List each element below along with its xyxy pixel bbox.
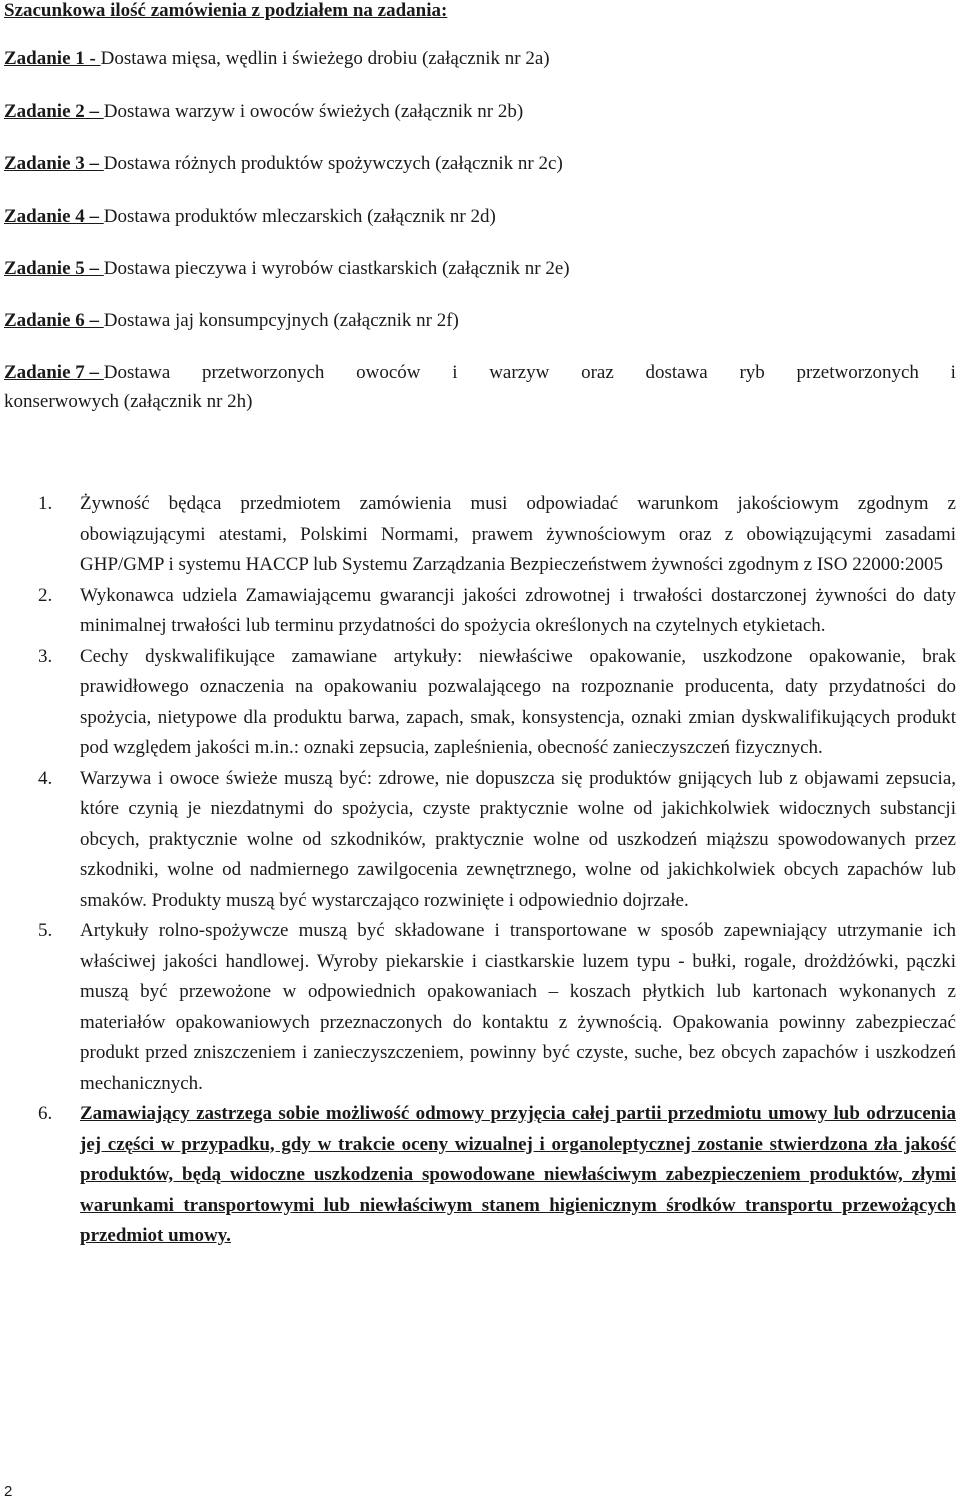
requirement-text: Warzywa i owoce świeże muszą być: zdrowe, nie dopuszcza się produktów gnijących lub z objawami zepsucia, które czynią je niezdatnymi do spożycia, czyste praktycznie wolne od jakichkolwiek widocznych substancji obcych, praktycznie wolne od szkodników, praktycznie wolne od uszkodzeń miąższu spowodowanych przez szkodniki, wolne od nadmiernego zawilgocenia zewnętrznego, wolne od jakichkolwiek obcych zapachów lub smaków. Produkty muszą być wystarczająco rozwinięte i odpowiednio dojrzałe. (80, 767, 956, 911)
requirement-text: Zamawiający zastrzega sobie możliwość odmowy przyjęcia całej partii przedmiotu umowy lub odrzucenia jej części w przypadku, gdy w trakcie oceny wizualnej i organoleptycznej zostanie stwierdzona zła jakość produktów, będą widoczne uszkodzenia spowodowane niewłaściwym zabezpieczeniem produktów, złymi warunkami transportowymi lub niewłaściwym stanem higienicznym środków transportu przewożących przedmiot umowy. (80, 1103, 956, 1246)
task-item (4, 153, 563, 175)
requirement-text: Wykonawca udziela Zamawiającemu gwarancji jakości zdrowotnej i trwałości dostarczonej żywności do daty minimalnej trwałości lub terminu przydatności do spożycia określonych na czytelnych etykietach. (80, 584, 956, 636)
requirement-item (0, 642, 956, 764)
requirement-text: Artykuły rolno-spożywcze muszą być składowane i transportowane w sposób zapewniający utrzymanie ich właściwej jakości handlowej. Wyroby piekarskie i ciastkarskie luzem typu - bułki, rogale, drożdżówki, pączki muszą być przewożone w odpowiednich opakowaniach – koszach płytkich lub kartonach wykonanych z materiałów opakowaniowych przeznaczonych do kontaktu z żywnością. Opakowania powinny zabezpieczać produkt przed zniszczeniem i zanieczyszczeniem, powinny być czyste, suche, bez obcych zapachów i uszkodzeń mechanicznych. (80, 920, 956, 1094)
task-7-word: ryb (739, 362, 765, 383)
task-7-word: przetworzonych (201, 362, 325, 383)
task-7-word: warzyw (489, 362, 550, 383)
task-7-first-line (4, 358, 956, 387)
task-description: Dostawa jaj konsumpcyjnych (załącznik nr 2f) (103, 310, 459, 331)
task-7-second-line: konserwowych (załącznik nr 2h) (4, 391, 253, 412)
task-7-word: Dostawa (103, 362, 171, 383)
requirement-item (0, 764, 956, 917)
task-label: Zadanie 3 – (4, 153, 104, 174)
task-item (4, 48, 550, 70)
requirement-number: 4. (38, 767, 53, 789)
task-item-7 (4, 358, 956, 416)
requirement-text: Żywność będąca przedmiotem zamówienia musi odpowiadać warunkom jakościowym zgodnym z obowiązującymi atestami, Polskimi Normami, prawem żywnościowym oraz z obowiązującymi zasadami GHP/GMP i systemu HACCP lub Systemu Zarządzania Bezpieczeństwem żywności zgodnym z ISO 22000:2005 (80, 493, 956, 575)
task-description: Dostawa różnych produktów spożywczych (załącznik nr 2c) (103, 153, 563, 174)
requirement-number: 5. (38, 920, 53, 941)
requirements-list (0, 489, 956, 1252)
task-7-word: przetworzonych (796, 362, 919, 383)
requirement-number: 1. (38, 493, 53, 514)
task-7-word: i (950, 362, 956, 383)
task-description: Dostawa warzyw i owoców świeżych (załącznik nr 2b) (103, 101, 524, 122)
task-item (4, 101, 523, 123)
task-description: Dostawa produktów mleczarskich (załącznik nr 2d) (103, 206, 496, 227)
requirement-number: 2. (38, 584, 53, 606)
task-7-word: dostawa (645, 362, 708, 383)
task-label: Zadanie 2 – (4, 101, 104, 122)
requirement-item-emphasized (0, 1099, 956, 1252)
requirement-text: Cechy dyskwalifikujące zamawiane artykuły: niewłaściwe opakowanie, uszkodzone opakowanie, brak prawidłowego oznaczenia na opakowaniu pozwalającego na rozpoznanie producenta, daty przydatności do spożycia, nietypowe dla produktu barwa, zapach, smak, konsystencja, oznaki zmian dyskwalifikujących produkt pod względem jakości m.in.: oznaki zepsucia, zapleśnienia, obecność zanieczyszczeń fizycznych. (80, 645, 956, 758)
requirement-item (0, 581, 956, 642)
task-label: Zadanie 5 – (4, 258, 104, 279)
task-label: Zadanie 4 – (4, 206, 104, 227)
task-label: Zadanie 7 – (4, 362, 104, 383)
task-description: Dostawa mięsa, wędlin i świeżego drobiu (załącznik nr 2a) (100, 48, 550, 69)
task-item (4, 206, 496, 228)
task-description: Dostawa pieczywa i wyrobów ciastkarskich (załącznik nr 2e) (103, 258, 570, 279)
task-label: Zadanie 6 – (4, 310, 104, 331)
task-item (4, 258, 570, 280)
task-item (4, 310, 459, 332)
task-7-word: owoców (356, 362, 421, 383)
requirement-number: 3. (38, 645, 53, 667)
page-heading: Szacunkowa ilość zamówienia z podziałem na zadania: (4, 0, 448, 21)
task-7-word: oraz (581, 362, 614, 383)
task-7-word: i (452, 362, 458, 383)
requirement-number: 6. (38, 1103, 53, 1124)
task-label: Zadanie 1 - (4, 48, 101, 69)
page-number: 2 (4, 1483, 13, 1500)
requirement-item (0, 916, 956, 1099)
requirement-item (0, 489, 956, 581)
